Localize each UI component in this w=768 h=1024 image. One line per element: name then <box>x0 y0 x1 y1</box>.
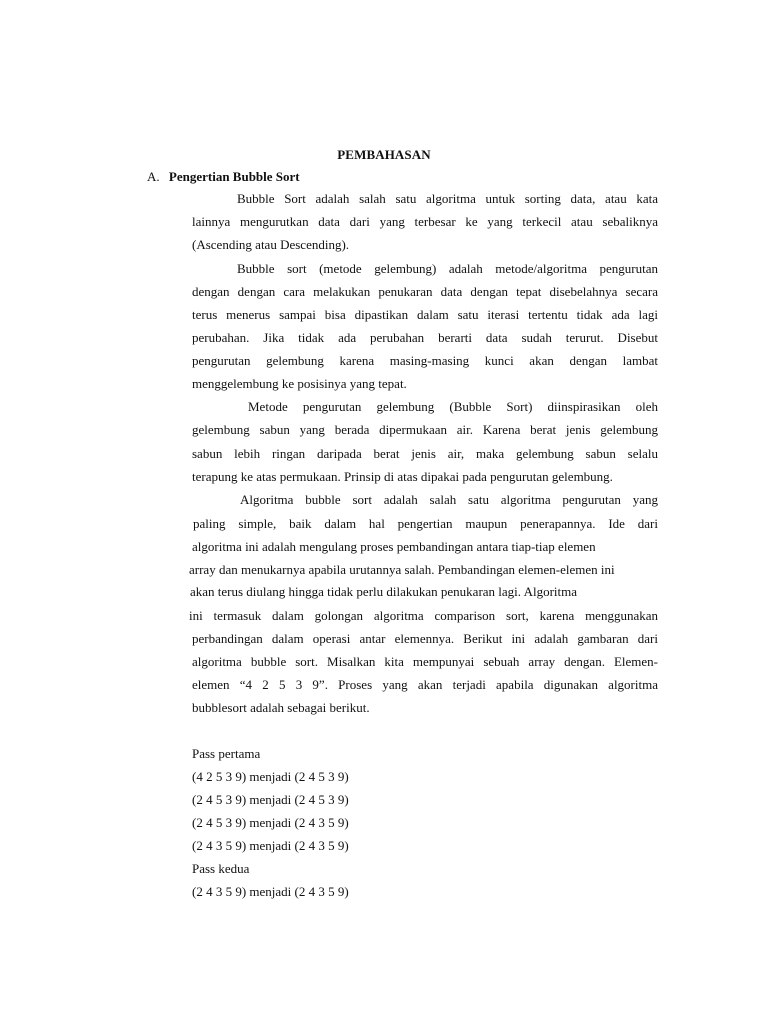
section-number: A. <box>147 169 160 184</box>
text-line: dengan dengan cara melakukan penukaran data dengan tepat disebelahnya secara <box>192 284 658 299</box>
text-line: sabun lebih ringan daripada berat jenis air, maka gelembung sabun selalu <box>192 446 658 461</box>
pass-heading: Pass pertama <box>192 746 261 761</box>
section-heading: Pengertian Bubble Sort <box>168 169 300 184</box>
text-line: paling simple, baik dalam hal pengertian maupun penerapannya. Ide dari <box>193 516 658 531</box>
text-line: ini termasuk dalam golongan algoritma comparison sort, karena menggunakan <box>189 608 658 623</box>
text-line: lainnya mengurutkan data dari yang terbesar ke yang terkecil atau sebaliknya <box>192 214 658 229</box>
text-line: array dan menukarnya apabila urutannya salah. Pembandingan elemen-elemen ini <box>189 562 615 577</box>
text-line: (Ascending atau Descending). <box>192 237 350 252</box>
text-line: gelembung sabun yang berada dipermukaan air. Karena berat jenis gelembung <box>192 422 658 437</box>
text-line: Metode pengurutan gelembung (Bubble Sort) diinspirasikan oleh <box>248 399 658 414</box>
text-line: akan terus diulang hingga tidak perlu dilakukan penukaran lagi. Algoritma <box>190 584 578 599</box>
section-header <box>147 169 300 185</box>
pass-step: (4 2 5 3 9) menjadi (2 4 5 3 9) <box>192 769 349 784</box>
pass-step: (2 4 5 3 9) menjadi (2 4 3 5 9) <box>192 815 349 830</box>
pass-step: (2 4 3 5 9) menjadi (2 4 3 5 9) <box>192 838 349 853</box>
text-line: Bubble sort (metode gelembung) adalah metode/algoritma pengurutan <box>237 261 658 276</box>
text-line: algoritma bubble sort. Misalkan kita mempunyai sebuah array dengan. Elemen- <box>192 654 658 669</box>
pass-step: (2 4 3 5 9) menjadi (2 4 3 5 9) <box>192 884 349 899</box>
text-line: perbandingan dalam operasi antar elemennya. Berikut ini adalah gambaran dari <box>192 631 658 646</box>
text-line: terapung ke atas permukaan. Prinsip di atas dipakai pada pengurutan gelembung. <box>192 469 613 484</box>
pass-step: (2 4 5 3 9) menjadi (2 4 5 3 9) <box>192 792 349 807</box>
text-line: Bubble Sort adalah salah satu algoritma untuk sorting data, atau kata <box>237 191 658 206</box>
text-line: elemen “4 2 5 3 9”. Proses yang akan terjadi apabila digunakan algoritma <box>192 677 658 692</box>
text-line: algoritma ini adalah mengulang proses pembandingan antara tiap-tiap elemen <box>192 539 596 554</box>
text-line: perubahan. Jika tidak ada perubahan berarti data sudah terurut. Disebut <box>192 330 658 345</box>
text-line: menggelembung ke posisinya yang tepat. <box>192 376 407 391</box>
pass-heading: Pass kedua <box>192 861 250 876</box>
text-line: terus menerus sampai bisa dipastikan dalam satu iterasi tertentu tidak ada lagi <box>192 307 658 322</box>
page-title: PEMBAHASAN <box>337 147 431 162</box>
text-line: bubblesort adalah sebagai berikut. <box>192 700 370 715</box>
text-line: Algoritma bubble sort adalah salah satu algoritma pengurutan yang <box>240 492 658 507</box>
text-line: pengurutan gelembung karena masing-masing kunci akan dengan lambat <box>192 353 658 368</box>
